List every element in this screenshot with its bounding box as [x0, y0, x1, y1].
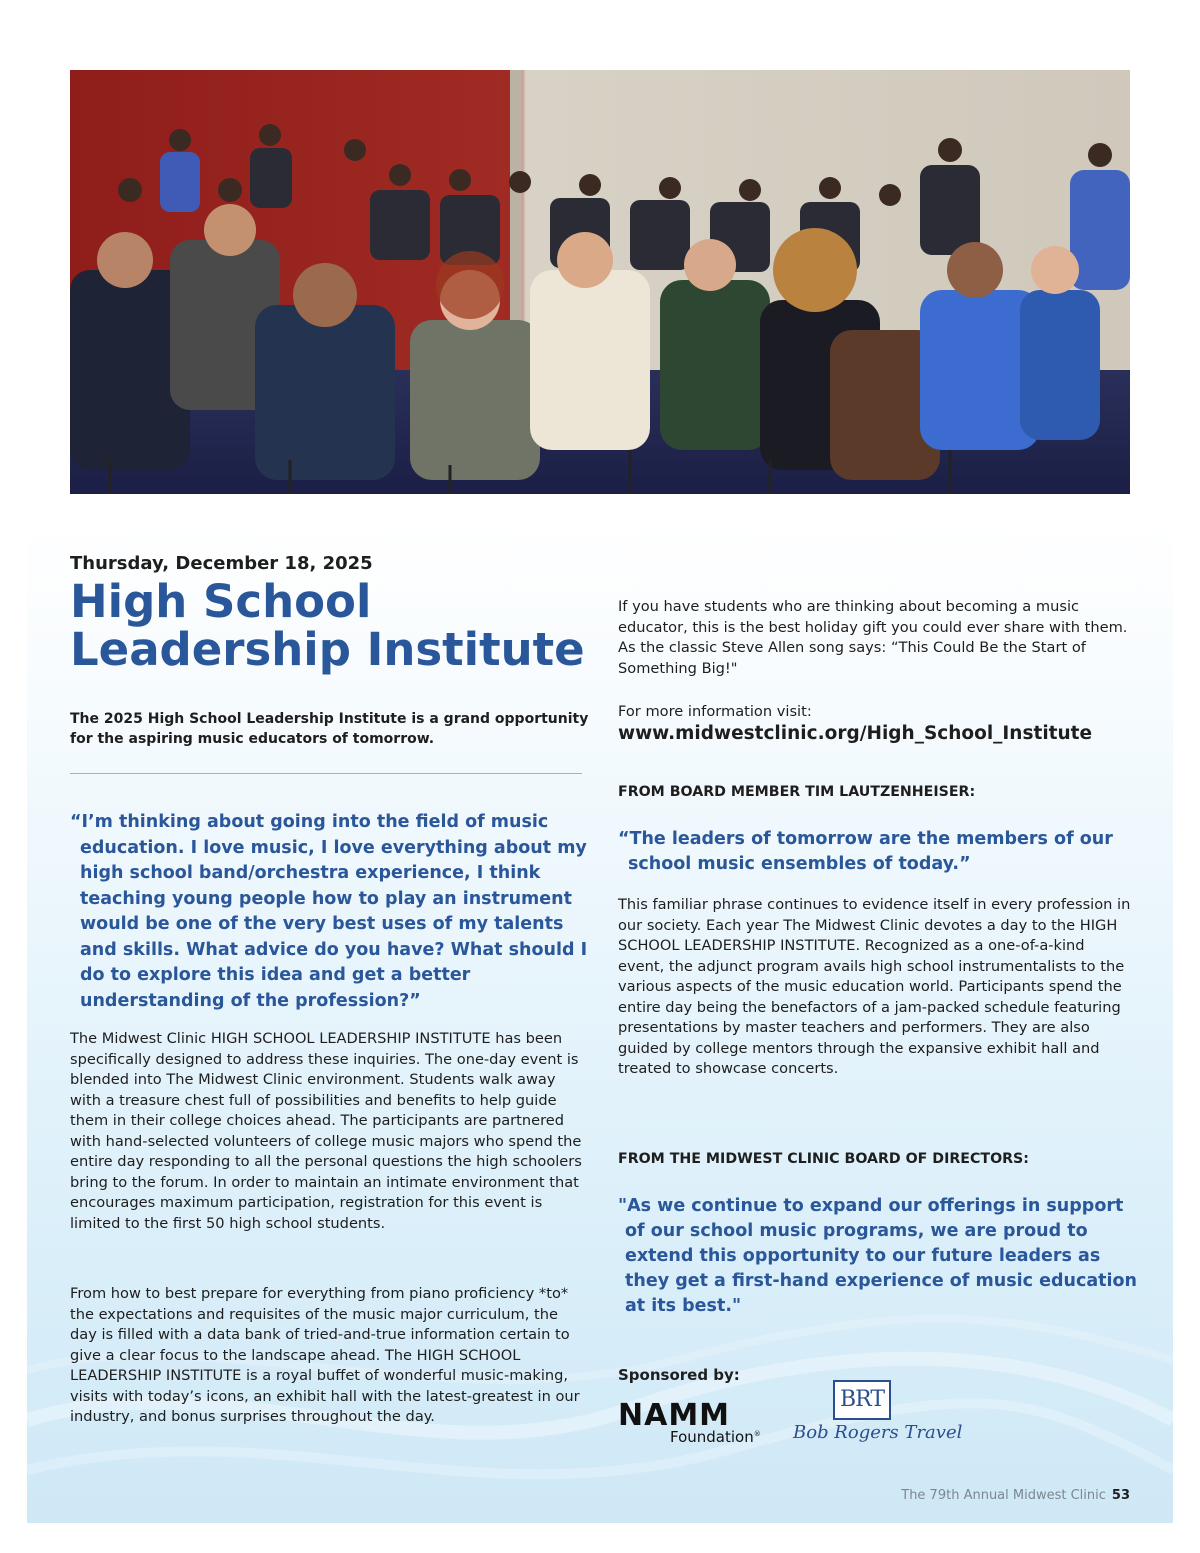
- namm-wordmark: NAMM: [618, 1398, 731, 1433]
- intro-subtitle: The 2025 High School Leadership Institute is a grand opportunity for the aspiring music educators of tomorrow.: [70, 711, 589, 747]
- body-paragraph-1: The Midwest Clinic HIGH SCHOOL LEADERSHIP INSTITUTE has been specifically designed to address these inquiries. The one-day event is blended into The Midwest Clinic environment. Students walk away with a treasure chest full of possibilities and benefits to help guide them in their college choices ahead. The participants are partnered with hand-selected volunteers of college music majors who spend the entire day responding to all the personal questions the high schoolers bring to the forum. In order to maintain an intimate environment that encourages maximum participation, registration for this event is limited to the first 50 high school students.: [70, 1030, 582, 1232]
- namm-registered-mark: ®: [753, 1430, 761, 1438]
- footer-publication: The 79th Annual Midwest Clinic: [901, 1488, 1106, 1503]
- page-footer: [901, 1488, 1130, 1503]
- body-paragraph-4: This familiar phrase continues to evidence itself in every profession in our society. Each year The Midwest Clinic devotes a day to the HIGH SCHOOL LEADERSHIP INSTITUTE. Recognized as a one-of-a-kind event, the adjunct program avails high school instrumentalists to the various aspects of the music education world. Participants spend the entire day being the benefactors of a jam-packed schedule featuring presentations by master teachers and performers. They are also guided by college mentors through the expansive exhibit hall and treated to showcase concerts.: [618, 896, 1131, 1077]
- student-quote: “I’m thinking about going into the field of music education. I love music, I love everything about my high school band/orchestra experience, I think teaching young people how to play an instrument would be one of the very best uses of my talents and skills. What advice do you have? What should I do to explore this idea and get a better understanding of the profession?”: [70, 812, 588, 1011]
- bob-rogers-travel-logo: [793, 1380, 963, 1460]
- namm-foundation-label: Foundation: [670, 1428, 754, 1446]
- more-info-label: For more information visit:: [618, 703, 812, 720]
- brt-monogram: BRT: [833, 1380, 891, 1420]
- sponsored-by-label: Sponsored by:: [618, 1366, 740, 1384]
- board-directors-heading: FROM THE MIDWEST CLINIC BOARD OF DIRECTORS:: [618, 1151, 1029, 1167]
- title-line-1: High School: [70, 575, 372, 628]
- audience-photo: [70, 70, 1130, 494]
- namm-foundation-logo: [618, 1398, 768, 1448]
- board-member-heading: FROM BOARD MEMBER TIM LAUTZENHEISER:: [618, 784, 976, 800]
- board-directors-quote: "As we continue to expand our offerings in support of our school music programs, we are proud to extend this opportunity to our future leaders as they get a first-hand experience of music education at its best.": [618, 1196, 1137, 1316]
- board-member-quote: “The leaders of tomorrow are the members of our school music ensembles of today.”: [618, 829, 1113, 874]
- title-line-2: Leadership Institute: [70, 623, 585, 676]
- more-info-link[interactable]: www.midwestclinic.org/High_School_Institute: [618, 723, 1093, 744]
- page-title: [70, 575, 590, 676]
- brt-wordmark: Bob Rogers Travel: [793, 1422, 963, 1443]
- divider-rule: [70, 773, 582, 774]
- body-paragraph-3: If you have students who are thinking about becoming a music educator, this is the best holiday gift you could ever share with them. As the classic Steve Allen song says: “This Could Be the Start of Something Big!": [618, 598, 1128, 677]
- event-date: Thursday, December 18, 2025: [70, 553, 373, 574]
- body-paragraph-2: From how to best prepare for everything from piano proficiency *to* the expectations and requisites of the music major curriculum, the day is filled with a data bank of tried-and-true information certain to give a clear focus to the landscape ahead. The HIGH SCHOOL LEADERSHIP INSTITUTE is a royal buffet of wonderful music-making, visits with today’s icons, an exhibit hall with the latest-greatest in our industry, and bonus surprises throughout the day.: [70, 1285, 580, 1425]
- page-number: 53: [1111, 1488, 1130, 1503]
- namm-foundation-text: [670, 1428, 761, 1446]
